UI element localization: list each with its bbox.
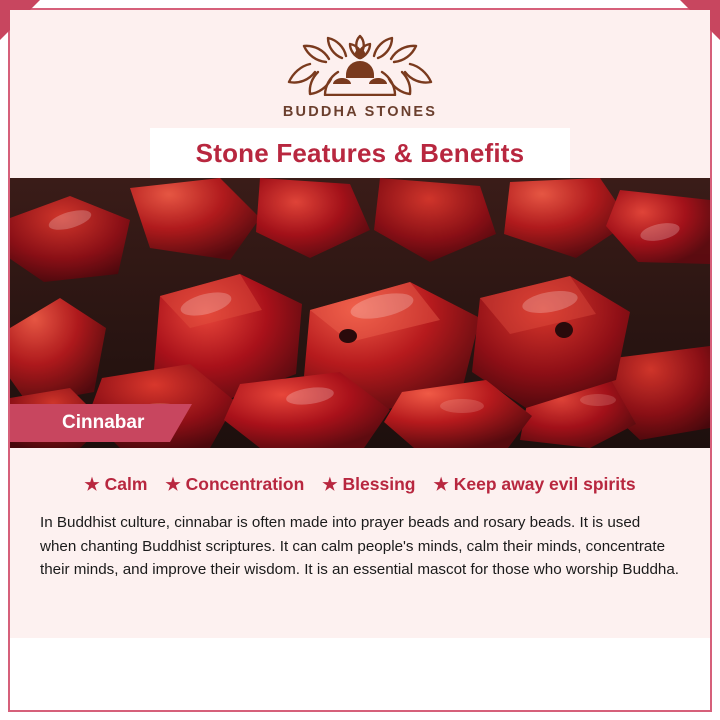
page-title: Stone Features & Benefits bbox=[195, 137, 525, 168]
benefits-section bbox=[10, 448, 710, 638]
stone-name-ribbon bbox=[10, 404, 192, 442]
benefit-label: Calm bbox=[104, 474, 148, 494]
benefit-item bbox=[84, 474, 147, 495]
bottom-spacer bbox=[10, 638, 710, 710]
benefits-list bbox=[40, 474, 680, 495]
star-icon: ★ bbox=[84, 475, 100, 494]
star-icon: ★ bbox=[322, 475, 338, 494]
title-band bbox=[150, 128, 570, 178]
lotus-meditation-icon bbox=[280, 28, 440, 96]
star-icon: ★ bbox=[433, 475, 449, 494]
benefit-item bbox=[322, 474, 415, 495]
star-icon: ★ bbox=[165, 475, 181, 494]
description-text: In Buddhist culture, cinnabar is often made into prayer beads and rosary beads. It is used when chanting Buddhist scriptures. It can calm people's minds, calm their minds, concentrate their minds, and improve their wisdom. It is an essential mascot for those who worship Buddha. bbox=[40, 514, 680, 579]
benefit-item bbox=[165, 474, 304, 495]
stone-name: Cinnabar bbox=[62, 412, 145, 433]
ribbon-tail bbox=[170, 404, 192, 442]
ribbon-body bbox=[10, 404, 170, 442]
brand-name: BUDDHA STONES bbox=[282, 104, 438, 120]
benefit-label: Keep away evil spirits bbox=[453, 474, 636, 494]
benefit-label: Concentration bbox=[185, 474, 305, 494]
benefit-label: Blessing bbox=[342, 474, 416, 494]
benefit-item bbox=[433, 474, 635, 495]
